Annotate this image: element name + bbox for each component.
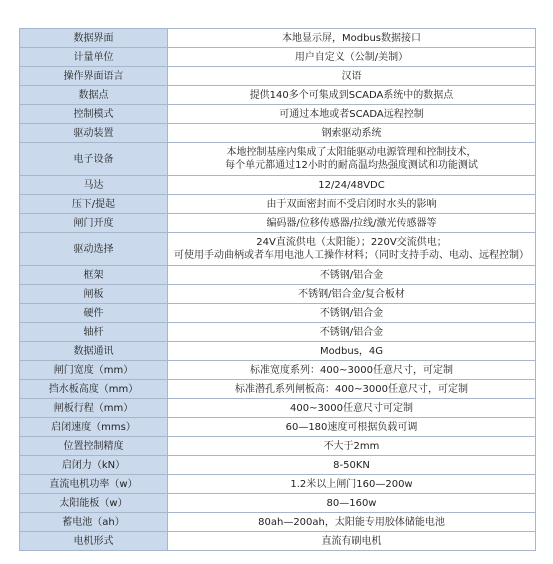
spec-row [20,29,536,48]
spec-value-line: 不锈钢/铝合金/复合板材 [298,288,405,300]
spec-value [168,29,536,48]
spec-row [20,48,536,67]
spec-value-line: 本地控制基座内集成了太阳能驱动电源管理和控制技术， [226,147,477,158]
spec-row [20,323,536,342]
spec-row [20,143,536,176]
spec-row [20,214,536,233]
spec-label: 启闭速度（mms） [20,418,168,437]
spec-value [168,456,536,475]
spec-value-line: 由于双面密封而不受启闭时水头的影响 [266,198,437,210]
spec-label: 数据点 [20,86,168,105]
spec-value-line: 每个单元都通过12小时的耐高温均热强度测试和功能测试 [225,160,478,171]
spec-value-line: 80—160w [326,497,377,509]
spec-value [168,124,536,143]
spec-label: 位置控制精度 [20,437,168,456]
spec-row [20,532,536,551]
spec-row [20,342,536,361]
spec-label: 操作界面语言 [20,67,168,86]
spec-table [19,28,536,551]
spec-row [20,475,536,494]
spec-value-line: 标准宽度系列：400~3000任意尺寸，可定制 [250,364,453,376]
spec-value [168,494,536,513]
spec-value-line: 不锈钢/铝合金 [319,326,384,338]
spec-value-line: 不大于2mm [323,440,380,452]
spec-row [20,437,536,456]
spec-row [20,380,536,399]
spec-value-line: 直流有刷电机 [321,535,382,547]
spec-value-line: 1.2米以上闸门160—200w [290,478,413,490]
spec-row [20,304,536,323]
spec-label: 驱动装置 [20,124,168,143]
spec-value [168,195,536,214]
spec-value-line: 可通过本地或者SCADA远程控制 [279,108,424,120]
spec-value-line: 8-50KN [333,459,370,471]
spec-row [20,494,536,513]
spec-row [20,195,536,214]
spec-value [168,48,536,67]
spec-row [20,105,536,124]
spec-label: 驱动选择 [20,233,168,266]
spec-value [168,323,536,342]
spec-value [168,67,536,86]
spec-label: 控制模式 [20,105,168,124]
spec-row [20,67,536,86]
spec-value-line: 标准潜孔系列闸板高：400~3000任意尺寸，可定制 [235,383,468,395]
spec-table-body [20,29,536,551]
spec-value-line: 不锈钢/铝合金 [319,307,384,319]
spec-label: 闸板行程（mm） [20,399,168,418]
spec-value-line: 不锈钢/铝合金 [319,269,384,281]
spec-label: 数据界面 [20,29,168,48]
spec-value [168,361,536,380]
spec-row [20,176,536,195]
spec-label: 硬件 [20,304,168,323]
spec-value [168,513,536,532]
spec-label: 轴杆 [20,323,168,342]
spec-value [168,418,536,437]
spec-value [168,266,536,285]
spec-row [20,86,536,105]
spec-value [168,143,536,176]
spec-row [20,266,536,285]
spec-label: 马达 [20,176,168,195]
spec-value-line: 用户自定义（公制/美制） [294,51,409,63]
spec-label: 直流电机功率（w） [20,475,168,494]
spec-label: 压下/提起 [20,195,168,214]
spec-label: 蓄电池（ah） [20,513,168,532]
spec-row [20,399,536,418]
spec-value [168,304,536,323]
spec-label: 挡水板高度（mm） [20,380,168,399]
spec-value [168,233,536,266]
spec-row [20,124,536,143]
spec-label: 电机形式 [20,532,168,551]
spec-value-line: 编码器/位移传感器/拉线/激光传感器等 [266,217,437,229]
spec-value-line: 24V直流供电（太阳能）；220V交流供电； [256,237,447,248]
spec-value-line: 400~3000任意尺寸可定制 [290,402,413,414]
spec-row [20,513,536,532]
spec-label: 电子设备 [20,143,168,176]
spec-value-line: Modbus，4G [319,345,384,357]
spec-value [168,176,536,195]
spec-value [168,532,536,551]
spec-label: 闸门开度 [20,214,168,233]
spec-value-line: 可使用手动曲柄或者车用电池人工操作材料；（同时支持手动、电动、远程控制） [174,250,529,261]
spec-row [20,361,536,380]
spec-value-line: 60—180速度可根据负载可调 [285,421,418,433]
spec-value [168,86,536,105]
spec-value [168,437,536,456]
spec-value [168,475,536,494]
spec-label: 启闭力（kN） [20,456,168,475]
spec-row [20,285,536,304]
spec-row [20,233,536,266]
spec-row [20,456,536,475]
spec-value-line: 本地显示屏，Modbus数据接口 [282,32,421,44]
spec-value [168,285,536,304]
spec-label: 闸门宽度（mm） [20,361,168,380]
spec-value-line: 钢索驱动系统 [321,127,382,139]
spec-value-line: 提供140多个可集成到SCADA系统中的数据点 [249,89,454,101]
spec-label: 框架 [20,266,168,285]
spec-value [168,342,536,361]
spec-label: 太阳能板（w） [20,494,168,513]
spec-value-line: 12/24/48VDC [318,179,385,191]
spec-value-line: 汉语 [341,70,362,82]
spec-row [20,418,536,437]
spec-value [168,399,536,418]
spec-value-line: 80ah—200ah，太阳能专用胶体储能电池 [258,516,445,528]
spec-label: 数据通讯 [20,342,168,361]
spec-value [168,105,536,124]
spec-value [168,214,536,233]
spec-value [168,380,536,399]
spec-label: 闸板 [20,285,168,304]
spec-label: 计量单位 [20,48,168,67]
